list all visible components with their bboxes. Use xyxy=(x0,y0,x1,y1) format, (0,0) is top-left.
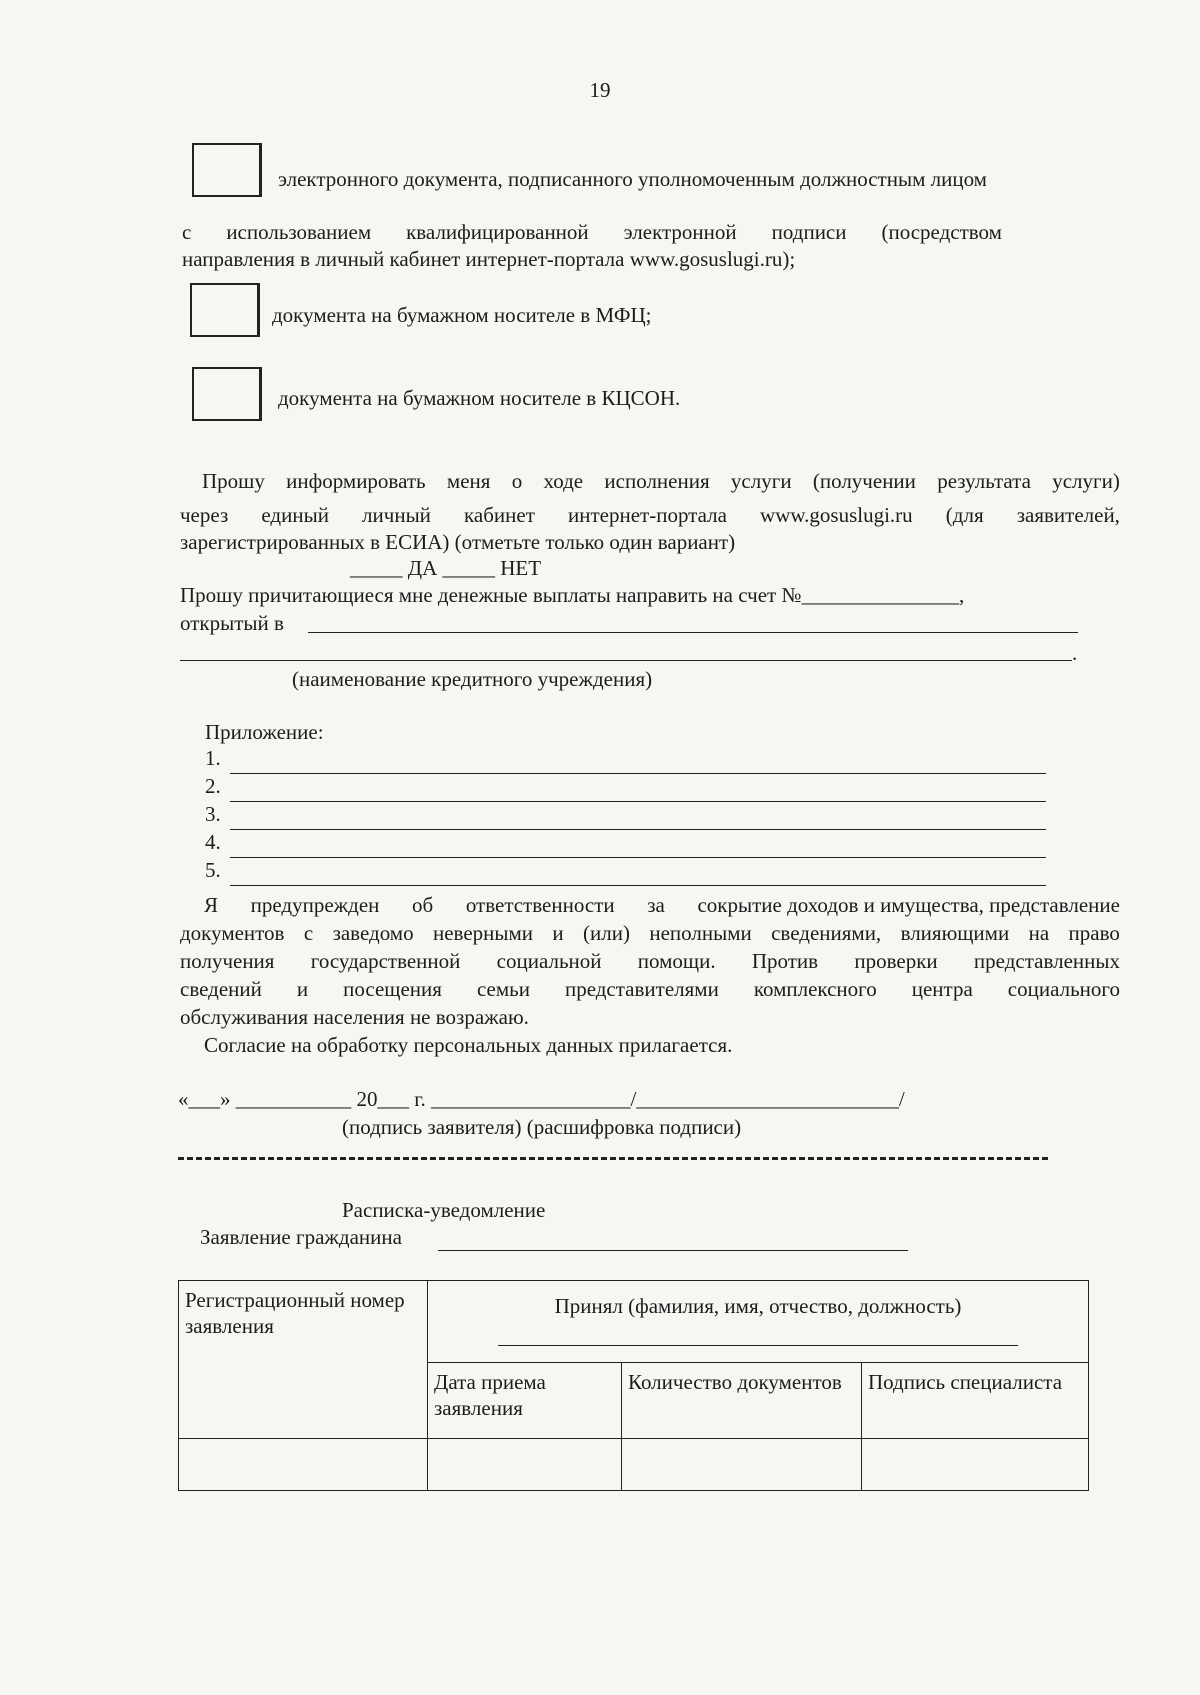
attachment-line-1[interactable] xyxy=(230,773,1046,774)
warning-line-3: получения государственной социальной помощи. Против проверки представленных xyxy=(180,949,1120,973)
option-mfc-checkbox[interactable] xyxy=(190,283,260,337)
citizen-name-line[interactable] xyxy=(438,1250,908,1251)
specialist-signature-header: Подпись специалиста xyxy=(862,1363,1089,1439)
attachment-line-5[interactable] xyxy=(230,885,1046,886)
yes-no-choice[interactable]: _____ ДА _____ НЕТ xyxy=(350,556,542,580)
attachment-line-3[interactable] xyxy=(230,829,1046,830)
payment-account-line: Прошу причитающиеся мне денежные выплаты направить на счет №_______________, xyxy=(180,583,965,607)
consent-statement: Согласие на обработку персональных данных прилагается. xyxy=(204,1033,733,1057)
bank-name-line-1[interactable] xyxy=(308,632,1078,633)
inform-request-line-3: зарегистрированных в ЕСИА) (отметьте только один вариант) xyxy=(180,530,736,554)
attachment-line-4[interactable] xyxy=(230,857,1046,858)
table-row xyxy=(179,1281,1089,1363)
opened-in-label: открытый в xyxy=(180,611,284,635)
attachment-number: 4. xyxy=(205,830,221,854)
doc-count-header: Количество документов xyxy=(622,1363,862,1439)
accepted-by-line[interactable] xyxy=(498,1327,1018,1346)
warning-line-4: сведений и посещения семьи представителями комплексного центра социального xyxy=(180,977,1120,1001)
option-electronic-label: электронного документа, подписанного уполномоченным должностным лицом xyxy=(278,167,987,191)
page-number: 19 xyxy=(589,78,611,102)
specialist-signature-cell[interactable] xyxy=(862,1439,1089,1491)
option-electronic-continuation-2: направления в личный кабинет интернет-портала www.gosuslugi.ru); xyxy=(182,247,796,271)
warning-line-2: документов с заведомо неверными и (или) неполными сведениями, влияющими на право xyxy=(180,921,1120,945)
warning-line-1: Я предупрежден об ответственности за сокрытие доходов и имущества, представление xyxy=(204,893,1120,917)
option-electronic-checkbox[interactable] xyxy=(192,143,262,197)
statement-label: Заявление гражданина xyxy=(200,1225,402,1249)
date-received-cell[interactable] xyxy=(428,1439,622,1491)
table-row xyxy=(179,1439,1089,1491)
accepted-by-header: Принял (фамилия, имя, отчество, должность) xyxy=(428,1281,1089,1363)
attachment-line-2[interactable] xyxy=(230,801,1046,802)
option-electronic-continuation: с использованием квалифицированной электронной подписи (посредством xyxy=(182,220,1002,244)
reg-number-cell[interactable] xyxy=(179,1439,428,1491)
cut-line xyxy=(178,1157,1048,1160)
attachment-number: 1. xyxy=(205,746,221,770)
attachments-title: Приложение: xyxy=(205,720,324,744)
bank-name-caption: (наименование кредитного учреждения) xyxy=(292,667,653,691)
date-signature-line[interactable]: «___» ___________ 20___ г. ___________________/_________________________/ xyxy=(178,1087,905,1111)
inform-request-line-2: через единый личный кабинет интернет-портала www.gosuslugi.ru (для заявителей, xyxy=(180,503,1120,527)
attachment-number: 5. xyxy=(205,858,221,882)
reg-number-header: Регистрационный номер заявления xyxy=(179,1281,428,1439)
signature-captions: (подпись заявителя) (расшифровка подписи) xyxy=(342,1115,742,1139)
option-kcson-label: документа на бумажном носителе в КЦСОН. xyxy=(278,386,681,410)
attachment-number: 2. xyxy=(205,774,221,798)
bank-name-line-2[interactable] xyxy=(180,660,1072,661)
receipt-table xyxy=(178,1280,1089,1491)
warning-line-5: обслуживания населения не возражаю. xyxy=(180,1005,529,1029)
receipt-title: Расписка-уведомление xyxy=(342,1198,546,1222)
doc-count-cell[interactable] xyxy=(622,1439,862,1491)
inform-request-line-1: Прошу информировать меня о ходе исполнения услуги (получении результата услуги) xyxy=(202,469,1120,493)
option-mfc-label: документа на бумажном носителе в МФЦ; xyxy=(272,303,652,327)
option-kcson-checkbox[interactable] xyxy=(192,367,262,421)
bank-name-end-dot: . xyxy=(1072,641,1078,665)
attachment-number: 3. xyxy=(205,802,221,826)
date-received-header: Дата приема заявления xyxy=(428,1363,622,1439)
